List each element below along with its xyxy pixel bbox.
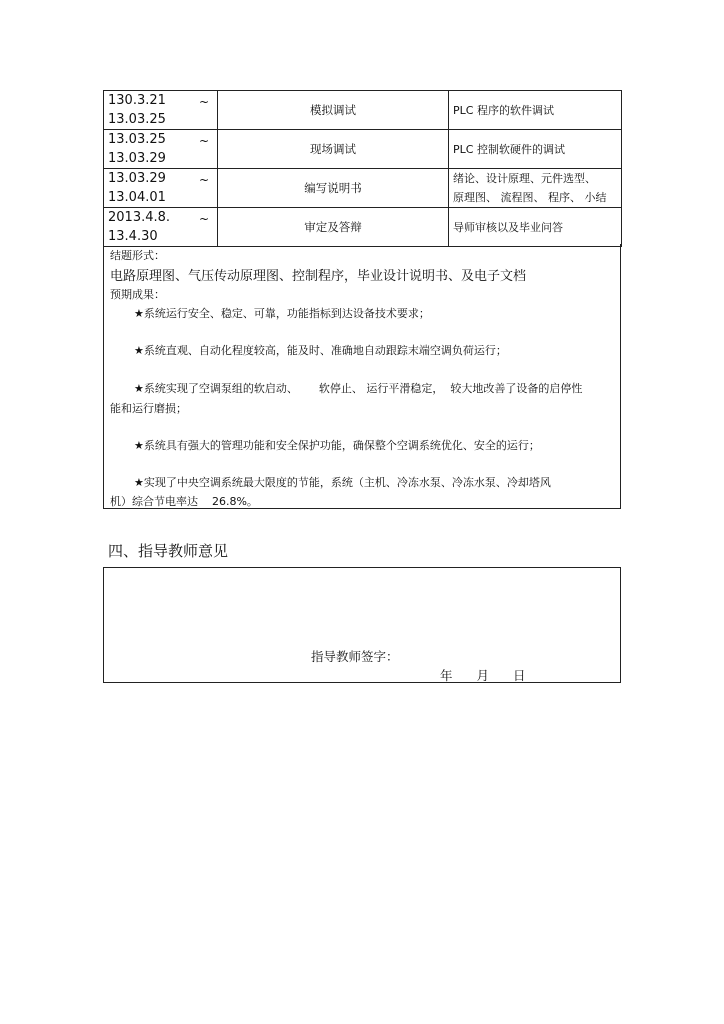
date-month-label: 月 <box>476 668 489 683</box>
schedule-date-cell <box>104 169 218 208</box>
date-start: 13.03.25 <box>108 132 166 147</box>
date-separator: ~ <box>199 173 210 187</box>
schedule-row <box>104 91 622 130</box>
outcome-item: ★实现了中央空调系统最大限度的节能，系统（主机、冷冻水泵、冷冻水泵、冷却塔风 <box>134 476 551 489</box>
schedule-date-cell <box>104 91 218 130</box>
date-year-label: 年 <box>440 668 453 683</box>
date-start: 13.03.29 <box>108 171 166 186</box>
schedule-task: 审定及答辩 <box>218 208 449 247</box>
schedule-task: 编写说明书 <box>218 169 449 208</box>
date-day-label: 日 <box>512 668 526 683</box>
form-value: 电路原理图、气压传动原理图、控制程序，毕业设计说明书、及电子文档 <box>110 269 527 284</box>
date-start: 2013.4.8. <box>108 210 171 225</box>
date-separator: ~ <box>199 134 210 148</box>
schedule-date-cell <box>104 130 218 169</box>
advisor-opinion-box <box>103 567 621 683</box>
content-line: 导师审核以及毕业问答 <box>453 220 563 234</box>
outcome-item-continued: 机）综合节电率达 26.8%。 <box>110 495 258 508</box>
expected-label: 预期成果： <box>110 288 165 301</box>
outcome-item: ★系统具有强大的管理功能和安全保护功能，确保整个空调系统优化、安全的运行； <box>134 439 540 452</box>
schedule-content <box>449 169 622 208</box>
date-end: 13.04.01 <box>108 190 166 205</box>
schedule-task: 现场调试 <box>218 130 449 169</box>
date-end: 13.4.30 <box>108 229 158 244</box>
outcome-item: ★系统运行安全、稳定、可靠，功能指标到达设备技术要求； <box>134 307 430 320</box>
outcome-item: ★系统实现了空调泵组的软启动、 软停止、 运行平滑稳定， 较大地改善了设备的启停性 <box>134 382 583 395</box>
schedule-date-cell <box>104 208 218 247</box>
schedule-table <box>103 90 622 247</box>
outcome-item: ★系统直观、自动化程度较高，能及时、准确地自动跟踪末端空调负荷运行； <box>134 344 507 357</box>
section-heading: 四、指导教师意见 <box>108 542 229 560</box>
schedule-content <box>449 91 622 130</box>
outcome-item-continued: 能和运行磨损； <box>110 402 187 415</box>
signature-date <box>440 666 525 684</box>
date-start: 130.3.21 <box>108 93 166 108</box>
schedule-row <box>104 130 622 169</box>
date-separator: ~ <box>199 95 210 109</box>
advisor-signature-label: 指导教师签字： <box>311 649 399 664</box>
date-separator: ~ <box>199 212 210 226</box>
schedule-content <box>449 130 622 169</box>
content-line: 绪论、设计原理、元件选型、 <box>453 172 596 185</box>
content-line: PLC 程序的软件调试 <box>453 103 554 117</box>
schedule-row <box>104 169 622 208</box>
content-line: PLC 控制软硬件的调试 <box>453 142 565 156</box>
content-line: 原理图、 流程图、 程序、 小结 <box>453 191 607 204</box>
date-end: 13.03.29 <box>108 151 166 166</box>
schedule-row <box>104 208 622 247</box>
schedule-task: 模拟调试 <box>218 91 449 130</box>
form-label: 结题形式： <box>110 249 165 262</box>
outcome-box <box>103 244 621 509</box>
date-end: 13.03.25 <box>108 112 166 127</box>
schedule-content <box>449 208 622 247</box>
